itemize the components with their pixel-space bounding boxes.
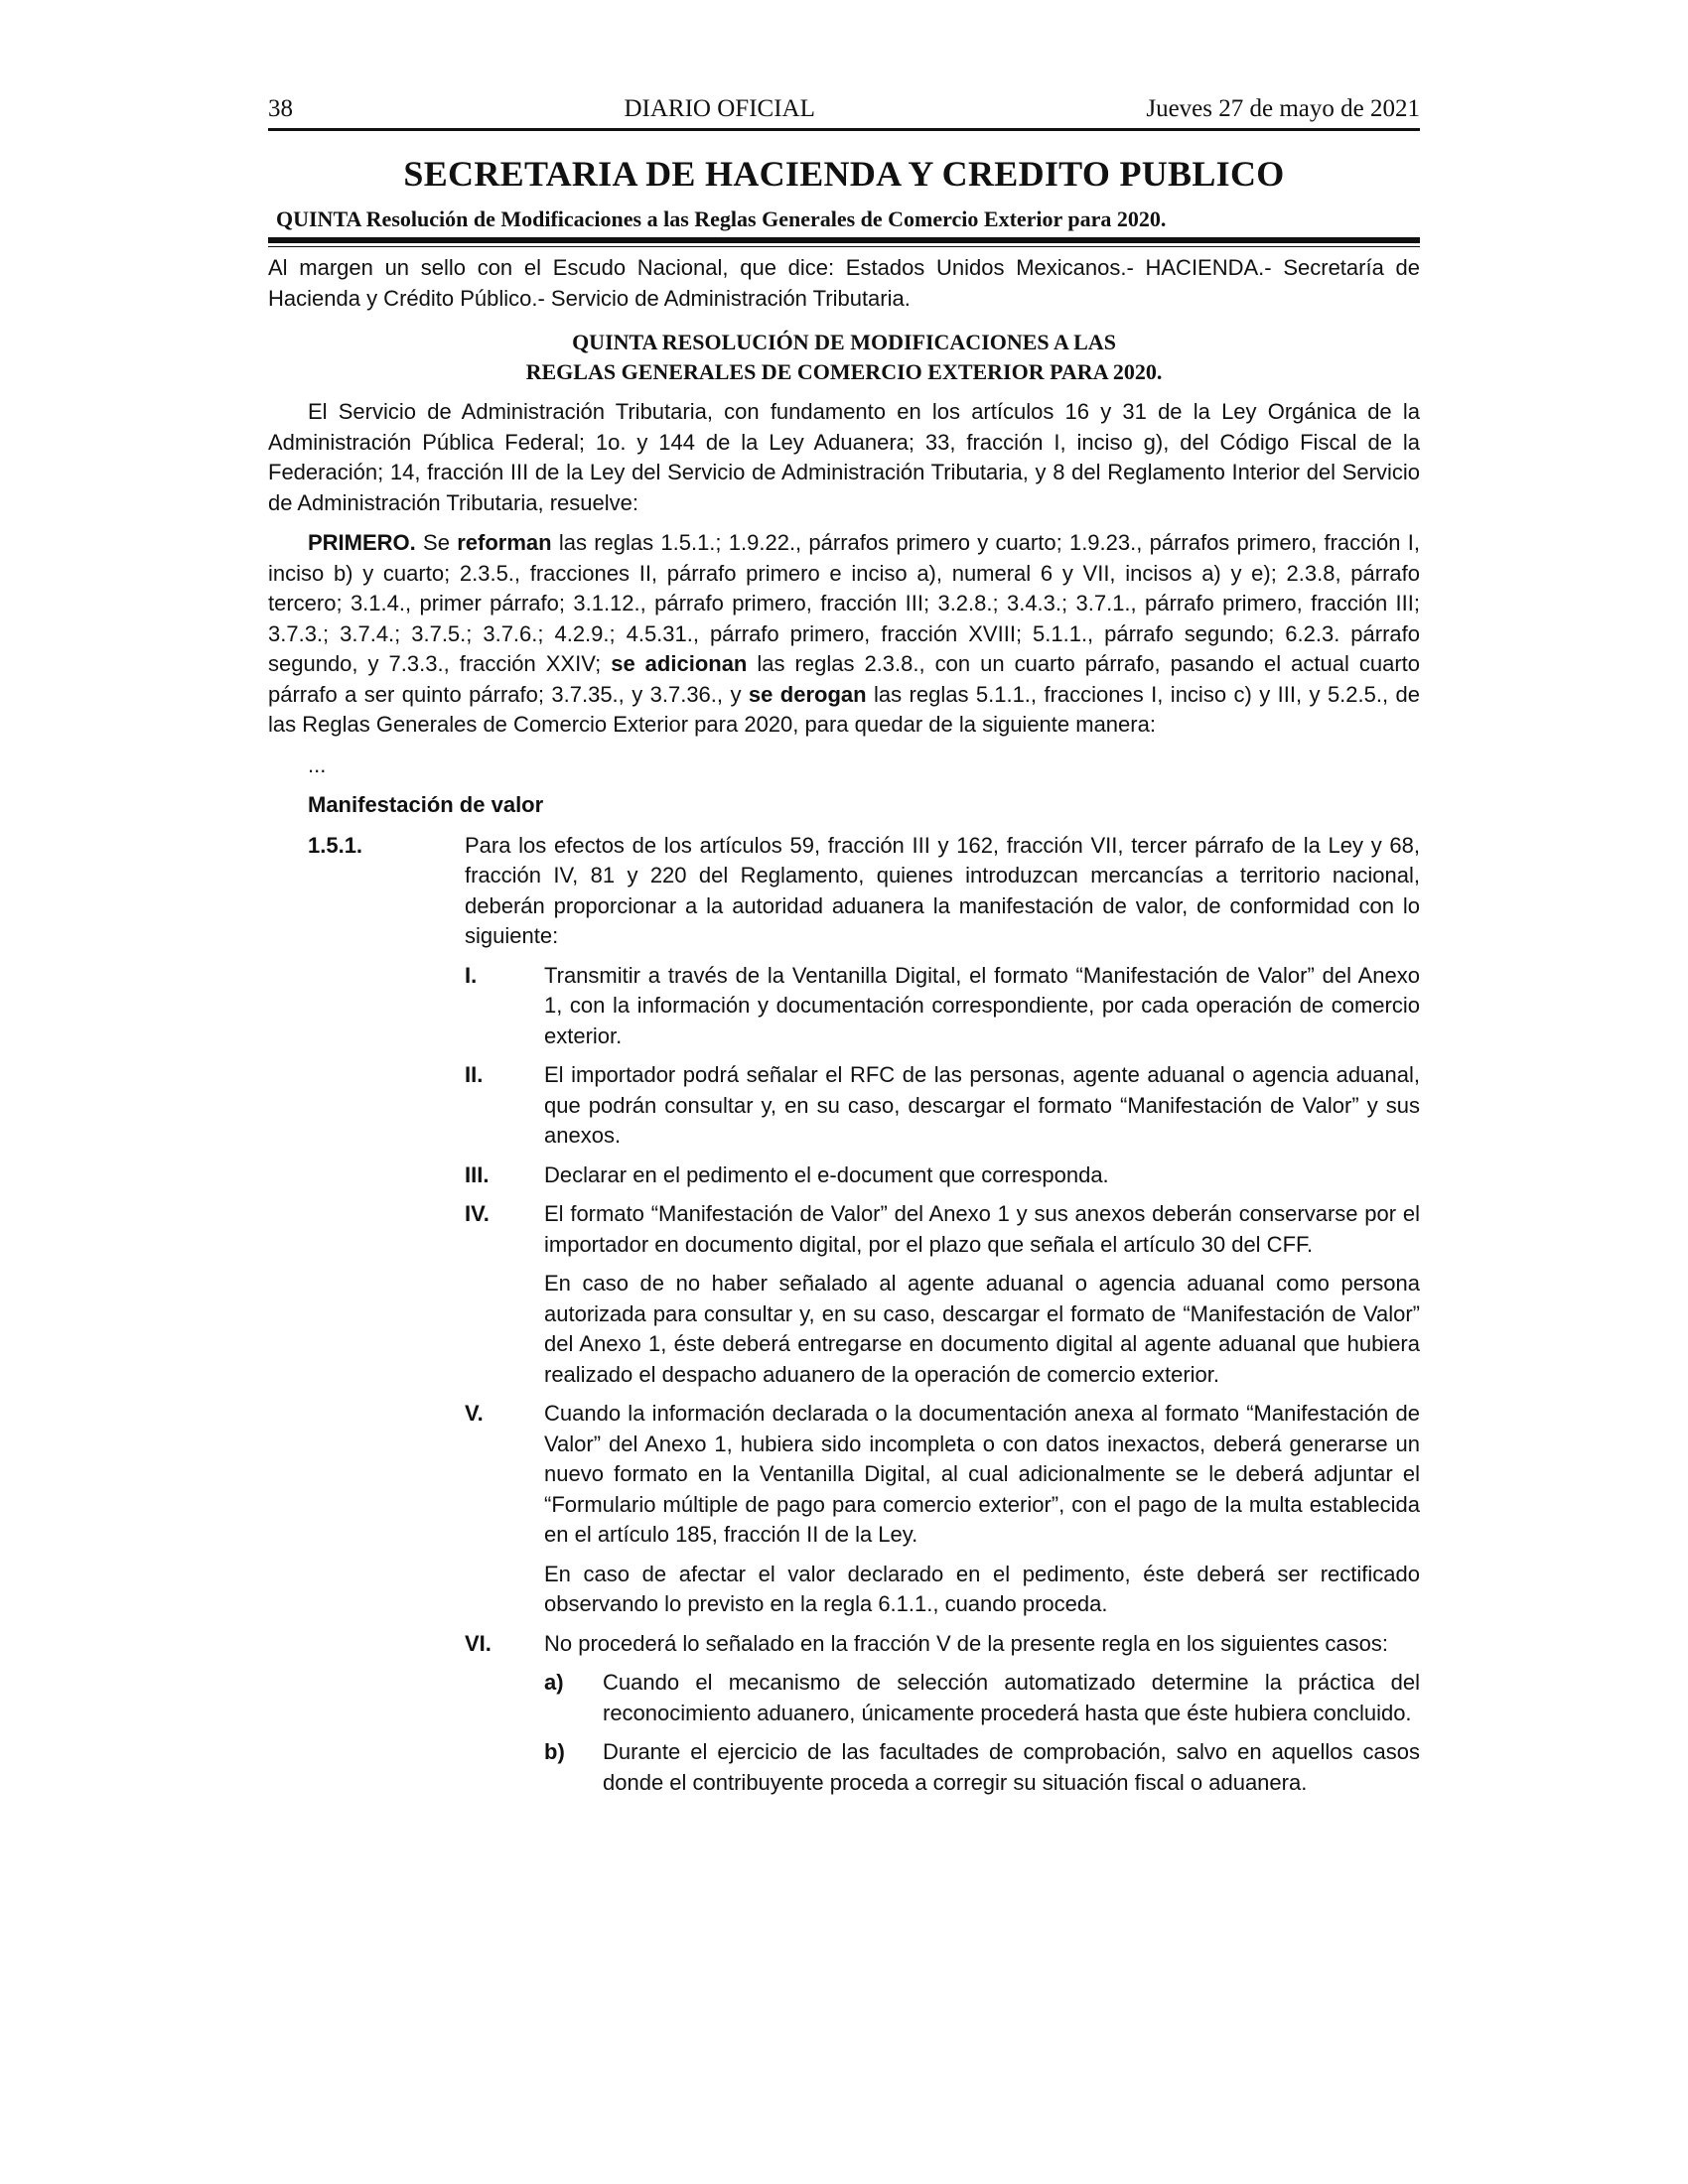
resolution-heading: QUINTA Resolución de Modificaciones a las Reglas Generales de Comercio Exterior para 2020. (268, 206, 1420, 243)
intro-paragraph: El Servicio de Administración Tributaria, con fundamento en los artículos 16 y 31 de la Ley Orgánica de la Administración Pública Federal; 1o. y 144 de la Ley Aduanera; 33, fracción I, inciso g), del Código Fiscal de la Federación; 14, fracción III de la Ley del Servicio de Administración Tributaria, y 8 del Reglamento Interior del Servicio de Administración Tributaria, resuelve: (268, 399, 1420, 515)
section-subtitle: Manifestación de valor (308, 792, 544, 817)
rule-1-5-1 (268, 831, 1420, 1799)
primero-paragraph (268, 528, 1420, 741)
primero-text-1: Se (415, 530, 458, 555)
fraction-number: III. (465, 1161, 490, 1187)
primero-text-2: las reglas 1.5.1.; 1.9.22., párrafos primero y cuarto; 1.9.23., párrafos primero, fracción I, inciso b) y cuarto; 2.3.5., fracciones II, párrafo primero e inciso a), numeral 6 y VII, incisos a) y e); 2.3.8, párrafo tercero; 3.1.4., primer párrafo; 3.1.12., párrafo primero, fracción III; 3.2.8.; 3.4.3.; 3.7.1., párrafo primero, fracción III; 3.7.3.; 3.7.4.; 3.7.5.; 3.7.6.; 4.2.9.; 4.5.31., párrafo primero, fracción XVIII; 5.1.1., párrafo segundo; 6.2.3. párrafo segundo, y 7.3.3., fracción XXIV; (268, 530, 1421, 676)
resolution-title-line-2: REGLAS GENERALES DE COMERCIO EXTERIOR PARA 2020. (525, 359, 1163, 384)
resolution-title (268, 328, 1420, 387)
fraction-iii (465, 1160, 1420, 1191)
fraction-number: VI. (465, 1630, 492, 1656)
seal-note: Al margen un sello con el Escudo Nacional, que dice: Estados Unidos Mexicanos.- HACIENDA.- Secretaría de Hacienda y Crédito Público.- Servicio de Administración Tributaria. (268, 255, 1420, 311)
fraction-text: No procederá lo señalado en la fracción V de la presente regla en los siguientes casos: (544, 1630, 1388, 1656)
resolution-title-line-1: QUINTA RESOLUCIÓN DE MODIFICACIONES A LAS (572, 330, 1116, 354)
fraction-iv (465, 1199, 1420, 1390)
fraction-v (465, 1399, 1420, 1620)
fraction-text: Transmitir a través de la Ventanilla Digital, el formato “Manifestación de Valor” del Anexo 1, con la información y documentación correspondiente, por cada operación de comercio exterior. (544, 962, 1420, 1048)
primero-label: PRIMERO. (308, 530, 416, 555)
fraction-i (465, 961, 1420, 1052)
primero-bold-reforman: reforman (457, 530, 552, 555)
fraction-number: I. (465, 962, 478, 988)
inciso-a (544, 1668, 1420, 1728)
inciso-letter: b) (544, 1739, 565, 1764)
heading-divider (268, 246, 1420, 247)
fraction-text: Declarar en el pedimento el e-document que corresponda. (544, 1161, 1109, 1187)
fraction-continuation: En caso de afectar el valor declarado en el pedimento, éste deberá ser rectificado observando lo previsto en la regla 6.1.1., cuando proceda. (544, 1561, 1420, 1616)
ellipsis: ... (308, 751, 327, 777)
page-number: 38 (268, 95, 293, 122)
inciso-text: Durante el ejercicio de las facultades de comprobación, salvo en aquellos casos donde el contribuyente proceda a corregir su situación fiscal o aduanera. (603, 1739, 1420, 1795)
primero-bold-derogan: se derogan (748, 681, 867, 707)
running-header (268, 94, 1420, 131)
fraction-number: V. (465, 1401, 484, 1426)
fraction-ii (465, 1060, 1420, 1152)
fraction-continuation: En caso de no haber señalado al agente aduanal o agencia aduanal como persona autorizada para consultar y, en su caso, descargar el formato de “Manifestación de Valor” del Anexo 1, éste deberá entregarse en documento digital al agente aduanal que hubiera realizado el despacho aduanero de la operación de comercio exterior. (544, 1271, 1420, 1387)
inciso-letter: a) (544, 1670, 564, 1695)
fraction-text: El importador podrá señalar el RFC de las personas, agente aduanal o agencia aduanal, que podrán consultar y, en su caso, descargar el formato “Manifestación de Valor” y sus anexos. (544, 1062, 1420, 1148)
fraction-vi (465, 1629, 1420, 1799)
document-page (268, 94, 1420, 1798)
fraction-number: II. (465, 1062, 484, 1087)
primero-text-3: las reglas 2.3.8., con un cuarto párrafo, pasando el actual cuarto párrafo a ser quinto párrafo; 3.7.35., y 3.7.36., y (268, 651, 1420, 707)
department-title: SECRETARIA DE HACIENDA Y CREDITO PUBLICO (403, 154, 1285, 194)
rule-intro: Para los efectos de los artículos 59, fracción III y 162, fracción VII, tercer párrafo de la Ley y 68, fracción IV, 81 y 220 del Reglamento, quienes introduzcan mercancías a territorio nacional, deberán proporcionar a la autoridad aduanera la manifestación de valor, de conformidad con lo siguiente: (465, 832, 1420, 948)
fraction-text: Cuando la información declarada o la documentación anexa al formato “Manifestación de Valor” del Anexo 1, hubiera sido incompleta o con datos inexactos, deberá generarse un nuevo formato en la Ventanilla Digital, al cual adicionalmente se le deberá adjuntar el “Formulario múltiple de pago para comercio exterior”, con el pago de la multa establecida en el artículo 185, fracción II de la Ley. (544, 1401, 1420, 1547)
publication-name: DIARIO OFICIAL (624, 95, 815, 122)
inciso-text: Cuando el mecanismo de selección automatizado determine la práctica del reconocimiento aduanero, únicamente procederá hasta que éste hubiera concluido. (603, 1670, 1420, 1725)
inciso-b (544, 1737, 1420, 1798)
primero-text-4: las reglas 5.1.1., fracciones I, inciso c) y III, y 5.2.5., de las Reglas Generales de Comercio Exterior para 2020, para quedar de la siguiente manera: (268, 681, 1420, 737)
fraction-number: IV. (465, 1201, 490, 1226)
rule-number: 1.5.1. (308, 832, 363, 858)
publication-date: Jueves 27 de mayo de 2021 (1146, 95, 1420, 122)
fraction-text: El formato “Manifestación de Valor” del Anexo 1 y sus anexos deberán conservarse por el importador en documento digital, por el plazo que señala el artículo 30 del CFF. (544, 1201, 1420, 1257)
primero-bold-adicionan: se adicionan (611, 651, 748, 676)
